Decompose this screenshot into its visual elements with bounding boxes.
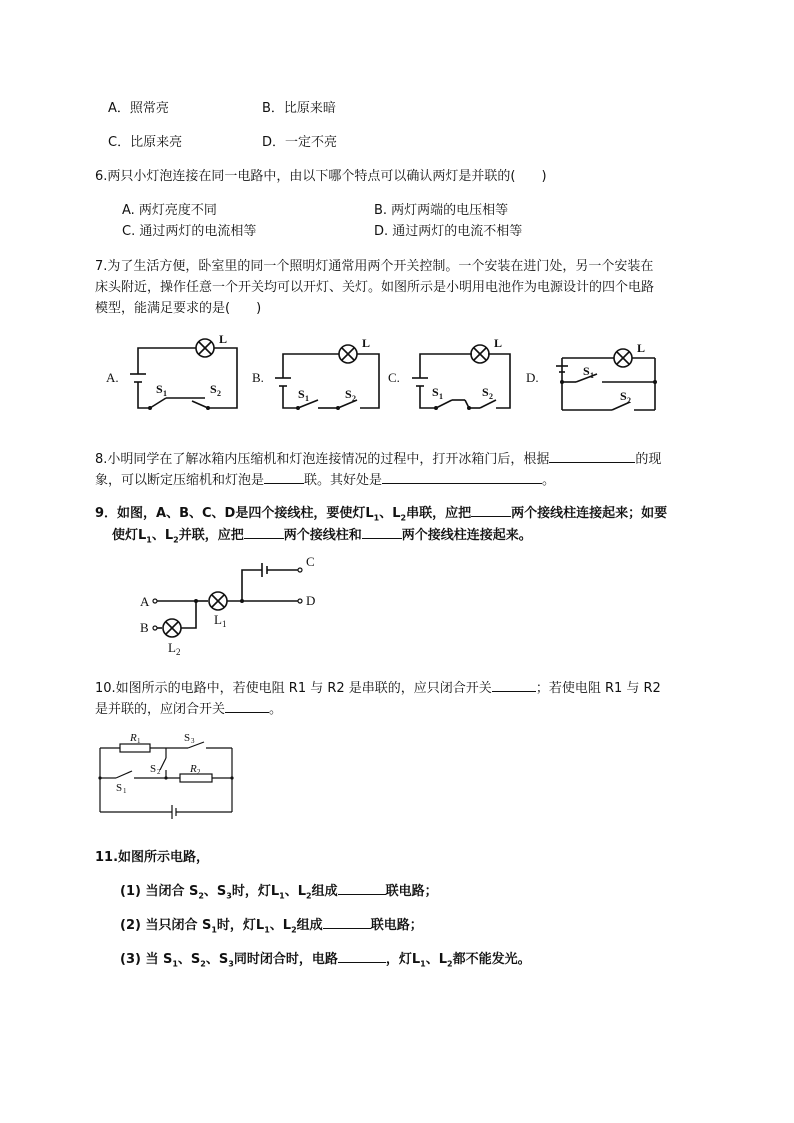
svg-text:1: 1 [137,737,141,745]
q9-circuit-diagram [0,550,794,660]
svg-text:S: S [345,387,352,401]
q5-option-d: D．一定不亮 [262,135,338,150]
q8-blank-1[interactable] [549,450,635,463]
q9-blank-3[interactable] [362,526,402,539]
q11-part-3: (3) 当 $S_1$、$S_2$、$S_3$同时闭合时，电路 ，灯$L_1$、$L_2$都不能发光。 [120,952,531,969]
svg-text:S: S [210,382,217,396]
q6-option-a: A. 两灯亮度不同 [122,203,217,218]
svg-text:A: A [140,594,150,609]
q11-blank-1[interactable] [338,882,386,895]
svg-text:S: S [150,763,157,775]
svg-text:S: S [583,364,590,378]
q5-option-c: C．比原来亮 [108,135,183,150]
q7-circuit-d [526,341,657,410]
svg-text:B: B [140,620,149,635]
svg-text:D.: D. [526,370,539,385]
svg-text:S: S [298,387,305,401]
svg-text:2: 2 [627,396,631,405]
svg-text:1: 1 [123,787,127,795]
q7-line-2: 床头附近，操作任意一个开关均可以开灯、关灯。如图所示是小明用电池作为电源设计的四个电路 [95,280,655,295]
svg-text:1: 1 [163,389,167,398]
svg-text:2: 2 [352,394,356,403]
q10-blank-2[interactable] [225,700,269,713]
q9-line-1: 9．如图，A、B、C、D是四个接线柱，要使灯$L_1$、$L_2$串联，应把 两个接线柱连接起来；如要 [95,506,668,523]
svg-text:2: 2 [489,392,493,401]
q5-option-a: A．照常亮 [108,101,169,116]
svg-text:A.: A. [106,370,119,385]
svg-text:1: 1 [439,392,443,401]
q11-part-2: (2) 当只闭合 $S_1$时，灯$L_1$、$L_2$组成 联电路； [120,918,423,935]
svg-text:L: L [362,336,371,350]
q7-circuit-b [252,336,379,410]
q10-line-1: 10.如图所示的电路中，若使电阻 R1 与 R2 是串联的，应只闭合开关 ；若使电阻 R1 与 R2 [95,681,661,696]
svg-text:1: 1 [590,371,594,380]
q11-blank-2[interactable] [323,916,371,929]
svg-text:1: 1 [305,394,309,403]
q11-part-1: (1) 当闭合 $S_2$、$S_3$时，灯$L_1$、$L_2$组成 联电路； [120,884,438,901]
svg-text:2: 2 [217,389,221,398]
svg-text:2: 2 [176,647,181,657]
svg-text:L: L [494,336,503,350]
svg-text:S: S [184,732,191,744]
q9-line-2: 使灯$L_1$、$L_2$并联，应把 两个接线柱和 两个接线柱连接起来。 [112,528,532,545]
q7-circuit-a [106,332,237,410]
q10-blank-1[interactable] [492,679,536,692]
q7-circuit-c [388,336,510,410]
q11-title: 11.如图所示电路， [95,850,210,865]
q9-blank-1[interactable] [471,504,511,517]
q9-blank-2[interactable] [244,526,284,539]
svg-text:C: C [306,554,315,569]
svg-text:B.: B. [252,370,264,385]
svg-text:C.: C. [388,370,400,385]
q8-line-2: 象，可以断定压缩机和灯泡是 联。其好处是 。 [95,473,556,488]
svg-text:L: L [214,612,222,627]
svg-text:D: D [306,593,316,608]
q7-line-1: 7.为了生活方便，卧室里的同一个照明灯通常用两个开关控制。一个安装在进门处，另一个安装在 [95,259,654,274]
q8-blank-3[interactable] [382,471,542,484]
q5-option-b: B．比原来暗 [262,101,336,116]
svg-text:3: 3 [191,737,195,745]
q10-circuit-diagram [0,728,794,828]
svg-text:2: 2 [157,768,161,776]
q10-line-2: 是并联的，应闭合开关 。 [95,702,283,717]
svg-text:L: L [637,341,646,355]
q7-circuit-diagrams [0,330,794,430]
q8-line-1: 8.小明同学在了解冰箱内压缩机和灯泡连接情况的过程中，打开冰箱门后，根据 的现 [95,452,662,467]
q8-blank-2[interactable] [264,471,304,484]
q6-stem: 6.两只小灯泡连接在同一电路中，由以下哪个特点可以确认两灯是并联的( ) [95,169,547,184]
q11-blank-3[interactable] [338,950,386,963]
svg-text:S: S [432,385,439,399]
svg-text:R: R [190,763,197,775]
q6-option-c: C. 通过两灯的电流相等 [122,224,257,239]
q6-option-d: D. 通过两灯的电流不相等 [374,224,523,239]
svg-text:S: S [620,389,627,403]
svg-text:R: R [130,732,137,744]
q6-option-b: B. 两灯两端的电压相等 [374,203,509,218]
q7a-lamp-label: L [219,332,228,346]
svg-text:L: L [168,640,176,655]
svg-text:S: S [116,782,123,794]
svg-text:S: S [482,385,489,399]
q7-line-3: 模型，能满足要求的是( ) [95,301,262,316]
svg-text:1: 1 [222,619,227,629]
svg-text:2: 2 [197,768,201,776]
svg-text:S: S [156,382,163,396]
